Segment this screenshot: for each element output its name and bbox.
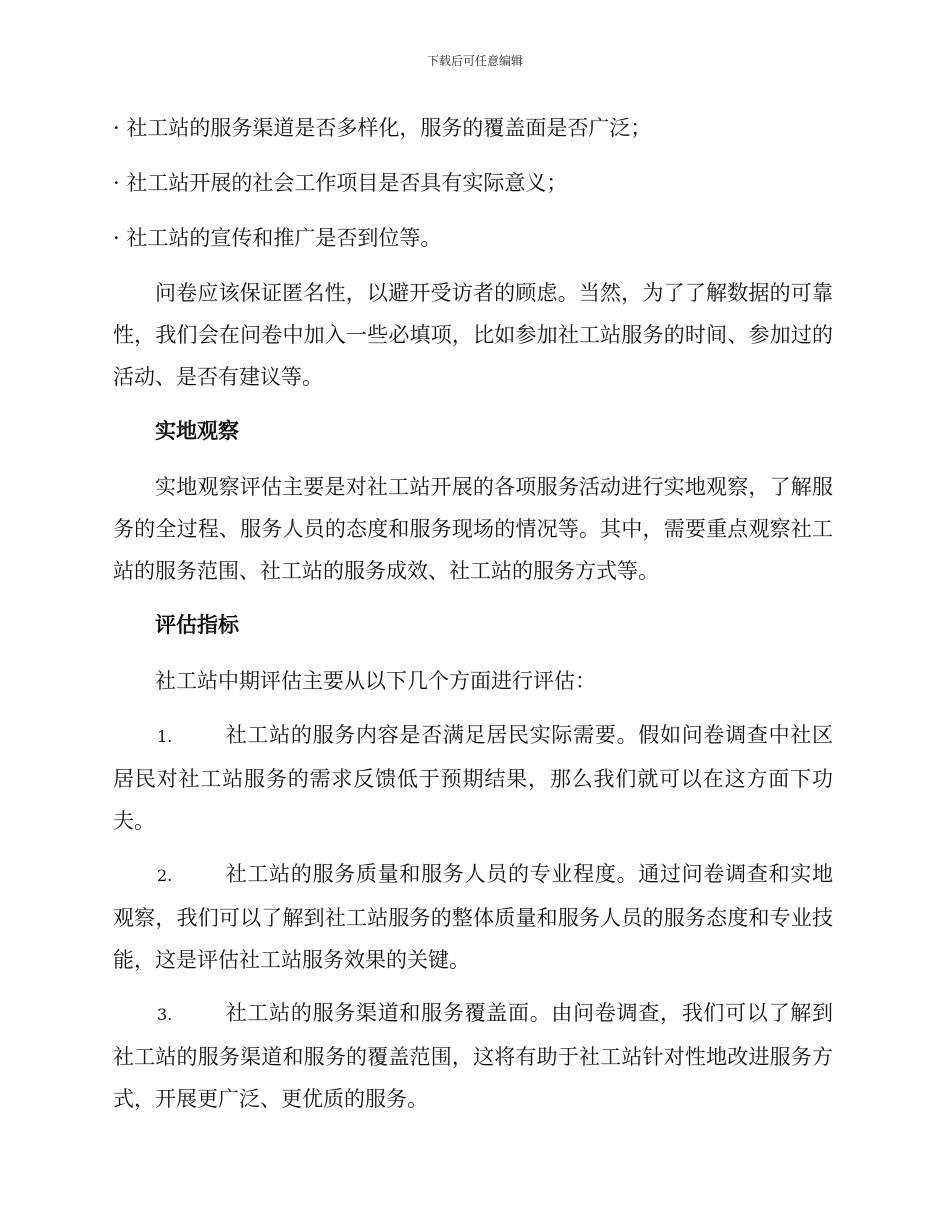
bullet-item: · 社工站的服务渠道是否多样化，服务的覆盖面是否广泛； <box>113 116 652 140</box>
section-heading-indicators: 评估指标 <box>155 613 239 637</box>
bullet-item: · 社工站开展的社会工作项目是否具有实际意义； <box>113 171 568 195</box>
paragraph-observation: 实地观察评估主要是对社工站开展的各项服务活动进行实地观察，了解服务的全过程、服务人员的态度和服务现场的情况等。其中，需要重点观察社工站的服务范围、社工站的服务成效、社工站的服务方式等。 <box>113 475 833 583</box>
item-number: 2. <box>157 866 173 885</box>
item-text: 社工站的服务渠道和服务覆盖面。由问卷调查，我们可以了解到社工站的服务渠道和服务的覆盖范围，这将有助于社工站针对性地改进服务方式，开展更广泛、更优质的服务。 <box>113 1001 833 1111</box>
paragraph-intro: 社工站中期评估主要从以下几个方面进行评估： <box>155 669 596 693</box>
numbered-item <box>113 992 833 1120</box>
item-text: 社工站的服务质量和服务人员的专业程度。通过问卷调查和实地观察，我们可以了解到社工站服务的整体质量和服务人员的服务态度和专业技能，这是评估社工站服务效果的关键。 <box>113 862 833 972</box>
section-heading-observation: 实地观察 <box>155 419 239 443</box>
bullet-item: · 社工站的宣传和推广是否到位等。 <box>113 226 442 250</box>
page-header: 下载后可任意编辑 <box>426 54 523 68</box>
numbered-item <box>113 714 833 842</box>
item-number: 1. <box>157 727 173 746</box>
item-text: 社工站的服务内容是否满足居民实际需要。假如问卷调查中社区居民对社工站服务的需求反馈低于预期结果，那么我们就可以在这方面下功夫。 <box>113 723 833 833</box>
numbered-item <box>113 853 833 981</box>
paragraph-questionnaire: 问卷应该保证匿名性，以避开受访者的顾虑。当然，为了了解数据的可靠性，我们会在问卷中加入一些必填项，比如参加社工站服务的时间、参加过的活动、是否有建议等。 <box>113 281 833 389</box>
item-number: 3. <box>157 1005 173 1024</box>
